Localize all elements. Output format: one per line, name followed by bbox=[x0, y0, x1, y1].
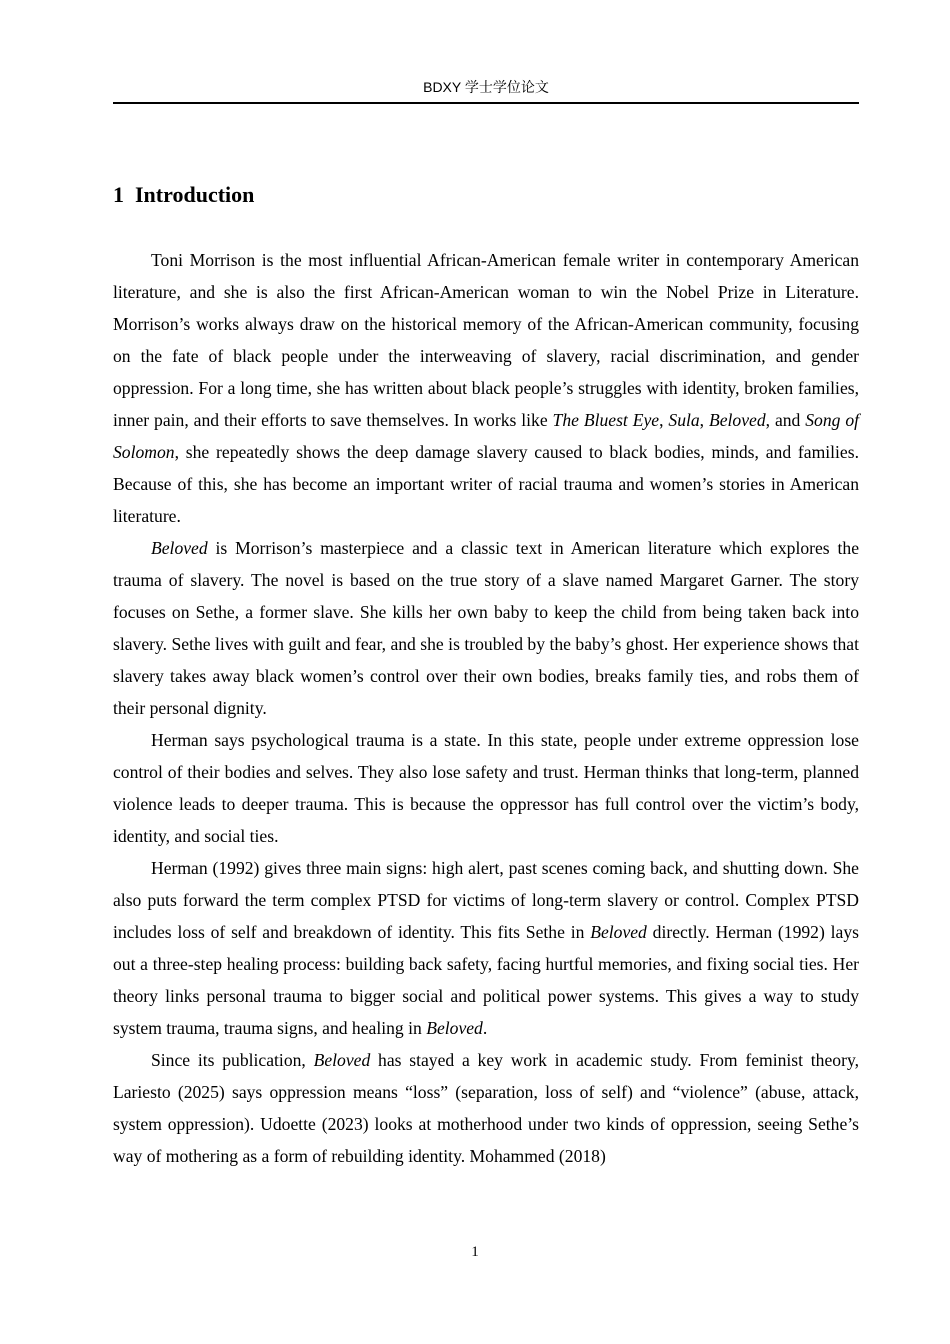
body-text bbox=[113, 244, 859, 1172]
paragraph-4: Herman (1992) gives three main signs: high alert, past scenes coming back, and shutting down. She also puts forward the term complex PTSD for victims of long-term slavery or control. Complex PTSD includes loss of self and breakdown of identity. This fits Sethe in Beloved directly. Herman (1992) lays out a three-step healing process: building back safety, facing hurtful memories, and fixing social ties. Her theory links personal trauma to bigger social and political power systems. This gives a way to study system trauma, trauma signs, and healing in Beloved. bbox=[113, 858, 859, 1038]
paragraph-5: Since its publication, Beloved has stayed a key work in academic study. From feminist theory, Lariesto (2025) says oppression means “loss” (separation, loss of self) and “violence” (abuse, attack, system oppression). Udoette (2023) looks at motherhood under two kinds of oppression, seeing Sethe’s way of mothering as a form of rebuilding identity. Mohammed (2018) bbox=[113, 1050, 859, 1166]
paragraph-2: Beloved is Morrison’s masterpiece and a classic text in American literature which explores the trauma of slavery. The novel is based on the true story of a slave named Margaret Garner. The story focuses on Sethe, a former slave. She kills her own baby to keep the child from being taken back into slavery. Sethe lives with guilt and fear, and she is troubled by the baby’s ghost. Her experience shows that slavery takes away black women’s control over their own bodies, breaks family ties, and robs them of their personal dignity. bbox=[113, 538, 859, 718]
paragraph-1: Toni Morrison is the most influential African-American female writer in contemporary American literature, and she is also the first African-American woman to win the Nobel Prize in Literature. Morrison’s works always draw on the historical memory of the African-American community, focusing on the fate of black people under the interweaving of slavery, racial discrimination, and gender oppression. For a long time, she has written about black people’s struggles with identity, broken families, inner pain, and their efforts to save themselves. In works like The Bluest Eye, Sula, Beloved, and Song of Solomon, she repeatedly shows the deep damage slavery caused to black bodies, minds, and families. Because of this, she has become an important writer of racial trauma and women’s stories in American literature. bbox=[113, 250, 860, 526]
page-number: 1 bbox=[471, 1244, 479, 1260]
running-header bbox=[113, 76, 859, 104]
section-heading: 1 Introduction bbox=[113, 182, 255, 207]
paragraph-3: Herman says psychological trauma is a state. In this state, people under extreme oppression lose control of their bodies and selves. They also lose safety and trust. Herman thinks that long-term, planned violence leads to deeper trauma. This is because the oppressor has full control over the victim’s body, identity, and social ties. bbox=[113, 730, 859, 846]
running-header-title: BDXY 学士学位论文 bbox=[423, 79, 549, 95]
